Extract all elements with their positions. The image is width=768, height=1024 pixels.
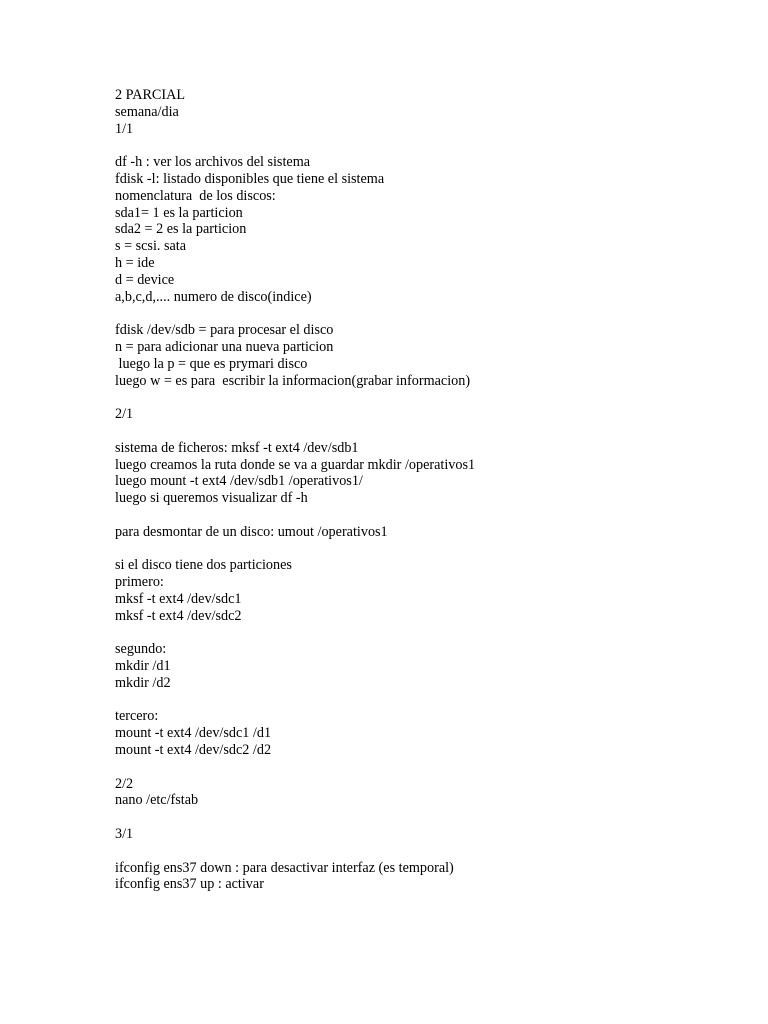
blank-line bbox=[115, 423, 735, 440]
text-line: sda2 = 2 es la particion bbox=[115, 221, 247, 238]
text-line: fdisk /dev/sdb = para procesar el disco bbox=[115, 322, 334, 339]
text-line: n = para adicionar una nueva particion bbox=[115, 338, 334, 355]
text-line: tercero: bbox=[115, 708, 159, 725]
text-line: luego si queremos visualizar df -h bbox=[115, 490, 308, 507]
text-line: fdisk -l: listado disponibles que tiene el sistema bbox=[115, 170, 385, 187]
blank-line bbox=[115, 137, 735, 154]
text-line: 2/1 bbox=[115, 406, 134, 423]
blank-line bbox=[115, 305, 735, 322]
text-line: luego mount -t ext4 /dev/sdb1 /operativos1/ bbox=[115, 473, 363, 490]
text-line: para desmontar de un disco: umout /operativos1 bbox=[115, 523, 388, 540]
text-line: ifconfig ens37 up : activar bbox=[115, 876, 264, 893]
blank-line bbox=[115, 389, 735, 406]
blank-line bbox=[115, 759, 735, 776]
text-line: mkdir /d1 bbox=[115, 658, 171, 675]
text-line: h = ide bbox=[115, 254, 155, 271]
text-line: semana/dia bbox=[115, 103, 179, 120]
text-line: sda1= 1 es la particion bbox=[115, 204, 243, 221]
text-line: mount -t ext4 /dev/sdc2 /d2 bbox=[115, 742, 272, 759]
text-line: d = device bbox=[115, 271, 175, 288]
blank-line bbox=[115, 625, 735, 642]
document-page bbox=[115, 87, 735, 893]
text-line: df -h : ver los archivos del sistema bbox=[115, 154, 311, 171]
text-line: 2/2 bbox=[115, 775, 134, 792]
text-line: primero: bbox=[115, 574, 164, 591]
text-line: ifconfig ens37 down : para desactivar interfaz (es temporal) bbox=[115, 859, 454, 876]
text-line: luego creamos la ruta donde se va a guardar mkdir /operativos1 bbox=[115, 456, 476, 473]
blank-line bbox=[115, 843, 735, 860]
text-line: sistema de ficheros: mksf -t ext4 /dev/sdb1 bbox=[115, 439, 359, 456]
text-line: 2 PARCIAL bbox=[115, 87, 186, 103]
text-line: s = scsi. sata bbox=[115, 238, 187, 255]
text-line: 3/1 bbox=[115, 826, 134, 843]
text-line: nano /etc/fstab bbox=[115, 792, 199, 809]
text-line: luego la p = que es prymari disco bbox=[115, 355, 308, 372]
blank-line bbox=[115, 692, 735, 709]
text-line: nomenclatura de los discos: bbox=[115, 187, 276, 204]
blank-line bbox=[115, 541, 735, 558]
text-line: mksf -t ext4 /dev/sdc1 bbox=[115, 590, 242, 607]
text-line: si el disco tiene dos particiones bbox=[115, 557, 292, 574]
text-line: mount -t ext4 /dev/sdc1 /d1 bbox=[115, 725, 272, 742]
blank-line bbox=[115, 507, 735, 524]
blank-line bbox=[115, 809, 735, 826]
text-line: a,b,c,d,.... numero de disco(indice) bbox=[115, 288, 312, 305]
text-line: luego w = es para escribir la informacion(grabar informacion) bbox=[115, 372, 471, 389]
text-line: mksf -t ext4 /dev/sdc2 bbox=[115, 607, 242, 624]
text-line: 1/1 bbox=[115, 120, 134, 137]
text-line: segundo: bbox=[115, 641, 167, 658]
text-line: mkdir /d2 bbox=[115, 674, 171, 691]
